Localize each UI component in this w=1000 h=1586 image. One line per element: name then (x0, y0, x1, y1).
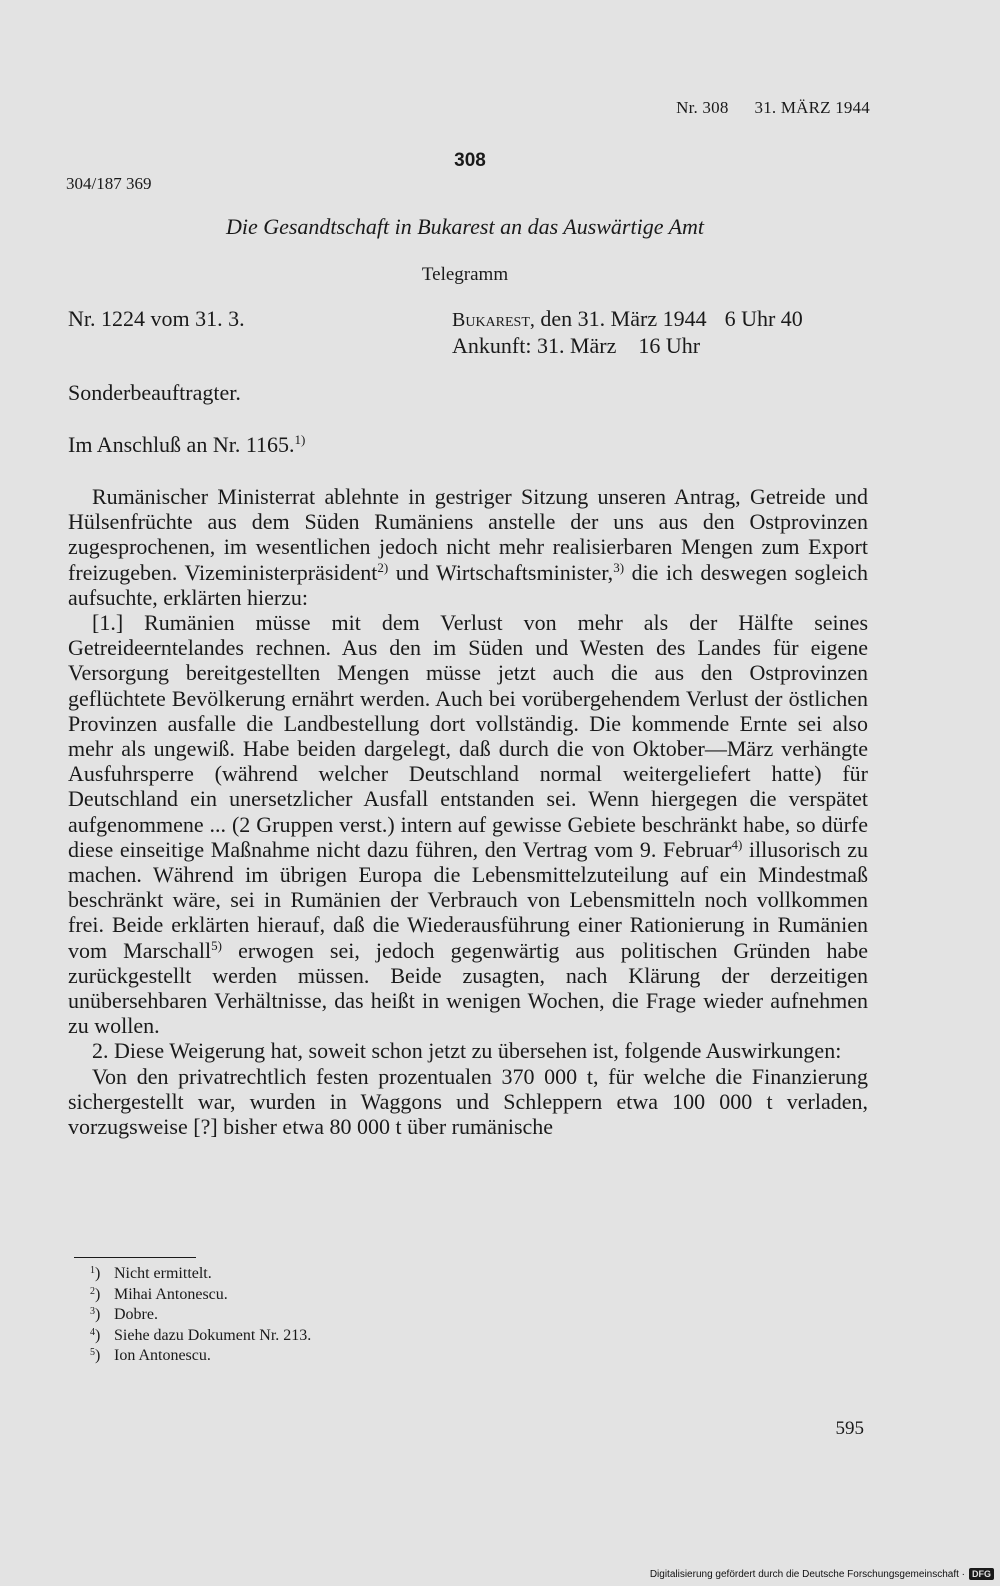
telegram-arrival-date: Ankunft: 31. März (452, 333, 617, 358)
body-paragraph-1 (68, 484, 868, 610)
telegram-place: Bukarest, (452, 309, 535, 331)
body-paragraph-3: 2. Diese Weigerung hat, soweit schon jetzt zu übersehen ist, folgende Auswirkungen: (92, 1038, 842, 1064)
reference-line (68, 432, 305, 458)
footnote-marker: 2) (377, 559, 389, 575)
footnote-item: $^4$) Siehe dazu Dokument Nr. 213. (90, 1326, 312, 1344)
telegram-sent-line (452, 306, 803, 333)
footnote-marker: 4) (731, 836, 743, 852)
reference-text: Im Anschluß an Nr. 1165. (68, 432, 295, 457)
footnote-mark: 3 (90, 1306, 95, 1317)
footnote-text: Dobre. (114, 1306, 158, 1323)
credit-text: Digitalisierung gefördert durch die Deutsche Forschungsgemeinschaft · (649, 1568, 965, 1580)
running-head-date: 31. MÄRZ 1944 (754, 98, 870, 117)
file-reference: 304/187 369 (66, 174, 152, 193)
footnote-item: $^5$) Ion Antonescu. (90, 1347, 211, 1364)
running-head-doc-no: Nr. 308 (676, 98, 729, 117)
recipient-line: Sonderbeauftragter. (68, 380, 241, 405)
footnote-text: Mihai Antonescu. (114, 1285, 228, 1303)
footnote-rule (74, 1257, 196, 1258)
footnote-text: Ion Antonescu. (114, 1347, 211, 1364)
footnote-mark: 2 (90, 1285, 95, 1297)
digitization-credit (650, 1568, 994, 1580)
footnote-text: Siehe dazu Dokument Nr. 213. (114, 1326, 312, 1344)
body-paragraph-2 (68, 610, 868, 1038)
telegram-sent-time: 6 Uhr 40 (724, 306, 803, 331)
telegram-body (68, 484, 868, 1139)
telegram-sent-date: den 31. März 1944 (540, 306, 707, 331)
footnote-mark: 5 (90, 1347, 95, 1358)
running-head (676, 98, 870, 118)
body-text-span: und Wirtschaftsminister, (388, 559, 614, 585)
body-text-span: Rumänischer Ministerrat ablehnte in gestriger Sitzung unseren Antrag, Getreide und Hülsenfrüchte aus dem Süden Rumäniens anstelle der uns aus den Ostprovinzen zugesprochenen, im wesentlichen jedoch nicht mehr realisierbaren Mengen zum Export freizugeben. Vizeministerpräsident (68, 484, 868, 585)
footnote-marker: 3) (613, 559, 625, 575)
body-text-span: [1.] Rumänien müsse mit dem Verlust von mehr als der Hälfte seines Getreideerntelandes rechnen. Aus den im Süden und Westen des Landes für eigene Versorgung bereitgestellten Mengen müsse jetzt auch die aus den Ostprovinzen geflüchtete Bevölkerung ernährt werden. Auch bei vorübergehendem Verlust der östlichen Provinzen ausfalle die Landbestellung dort vollständig. Die kommende Ernte sei also mehr als ungewiß. Habe beiden dargelegt, daß durch die von Oktober—März verhängte Ausfuhrsperre (während welcher Deutschland normal weitergeliefert hatte) für Deutschland ein unersetzlicher Ausfall entstanden sei. Wenn hiergegen die verspätet aufgenommene ... (2 Gruppen verst.) intern auf gewisse Gebiete beschränkt habe, so dürfe diese einseitige Maßnahme nicht dazu führen, den Vertrag vom 9. Februar (68, 610, 868, 862)
page-number: 595 (835, 1418, 864, 1439)
footnote-item: $^1$) Nicht ermittelt. (90, 1265, 212, 1282)
footnotes (90, 1264, 311, 1367)
document-heading: Die Gesandtschaft in Bukarest an das Auswärtige Amt (225, 214, 705, 239)
footnote-item: $^3$) Dobre. (90, 1306, 158, 1323)
body-text-span: illusorisch zu machen. Während im übrigen Europa die Lebensmittelzuteilung auf ein Mindestmaß beschränkt wäre, sei in Rumänien der Verbrauch von Lebensmitteln noch vollkommen frei. Beide erklärten hierauf, daß die Wiederausführung einer Rationierung in Rumänien vom Marschall (68, 836, 868, 963)
document-number: 308 (454, 150, 486, 171)
footnote-mark: 4 (90, 1326, 95, 1338)
body-paragraph-4: Von den privatrechtlich festen prozentualen 370 000 t, für welche die Finanzierung sichergestellt war, wurden in Waggons und Schleppern etwa 100 000 t verladen, vorzugsweise [?] bisher etwa 80 000 t über rumänische (68, 1063, 868, 1140)
footnote-text: Nicht ermittelt. (114, 1265, 212, 1282)
dfg-logo-icon: DFG (969, 1568, 994, 1580)
body-text-span: die ich deswegen sogleich aufsuchte, erklärten hierzu: (68, 559, 868, 610)
footnote-marker: 5) (211, 937, 222, 953)
footnote-mark: 1 (90, 1265, 95, 1276)
body-text-span: erwogen sei, jedoch gegenwärtig aus politischen Gründen habe zurückgestellt werden müssen. Beide zusagten, nach Klärung der derzeitigen unübersehbaren Verhältnisse, das heißt in wenigen Wochen, die Frage wieder aufnehmen zu wollen. (68, 937, 868, 1039)
telegram-number: Nr. 1224 vom 31. 3. (68, 306, 245, 331)
telegram-label: Telegramm (421, 264, 509, 285)
telegram-arrival-time: 16 Uhr (638, 333, 701, 358)
telegram-arrival-line (452, 333, 803, 359)
telegram-place-date (452, 306, 803, 359)
footnote-marker: 1) (294, 432, 306, 447)
footnote-item: $^2$) Mihai Antonescu. (90, 1285, 228, 1303)
